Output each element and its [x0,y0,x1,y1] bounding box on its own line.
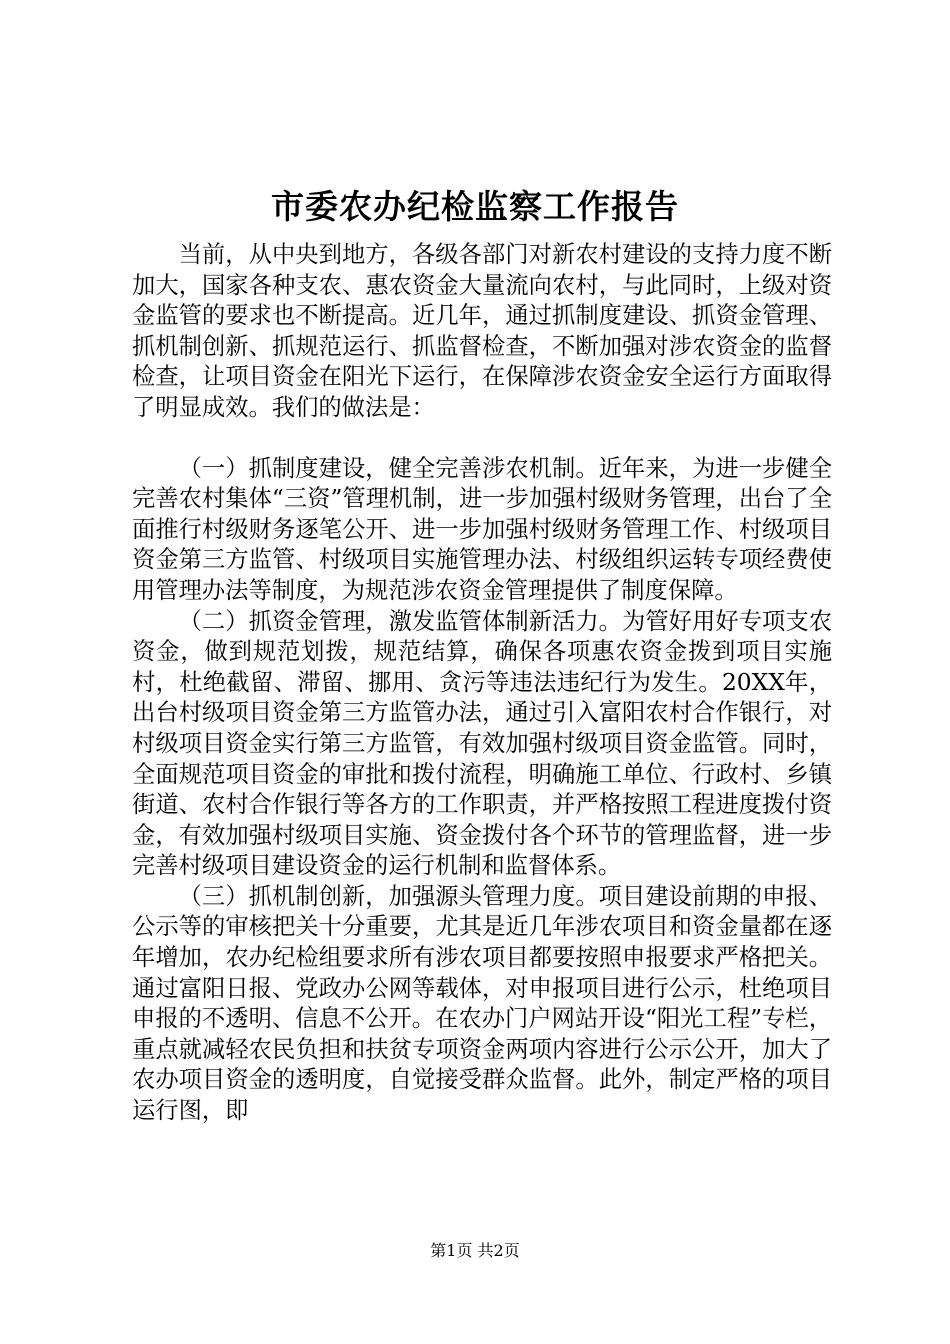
paragraph-section-3: （三）抓机制创新，加强源头管理力度。项目建设前期的申报、公示等的审核把关十分重要，尤其是近几年涉农项目和资金量都在逐年增加，农办纪检组要求所有涉农项目都要按照申报要求严格把关。通过富阳日报、党政办公网等载体，对申报项目进行公示，杜绝项目申报的不透明、信息不公开。在农办门户网站开设“阳光工程”专栏，重点就减轻农民负担和扶贫专项资金两项内容进行公示公开，加大了农办项目资金的透明度，自觉接受群众监督。此外，制定严格的项目运行图，即 [132,882,832,1125]
paragraph-section-2: （二）抓资金管理，激发监管体制新活力。为管好用好专项支农资金，做到规范划拨，规范结算，确保各项惠农资金拨到项目实施村，杜绝截留、滞留、挪用、贪污等违法违纪行为发生。20XX年，出台村级项目资金第三方监管办法，通过引入富阳农村合作银行，对村级项目资金实行第三方监管，有效加强村级项目资金监管。同时，全面规范项目资金的审批和拨付流程，明确施工单位、行政村、乡镇街道、农村合作银行等各方的工作职责，并严格按照工程进度拨付资金，有效加强村级项目实施、资金拨付各个环节的管理监督，进一步完善村级项目建设资金的运行机制和监督体系。 [132,607,832,880]
paragraph-intro: 当前，从中央到地方，各级各部门对新农村建设的支持力度不断加大，国家各种支农、惠农资金大量流向农村，与此同时，上级对资金监管的要求也不断提高。近几年，通过抓制度建设、抓资金管理、抓机制创新、抓规范运行、抓监督检查，不断加强对涉农资金的监督检查，让项目资金在阳光下运行，在保障涉农资金安全运行方面取得了明显成效。我们的做法是： [132,241,832,421]
paragraph-section-1: （一）抓制度建设，健全完善涉农机制。近年来，为进一步健全完善农村集体“三资”管理机制，进一步加强村级财务管理，出台了全面推行村级财务逐笔公开、进一步加强村级财务管理工作、村级项目资金第三方监管、村级项目实施管理办法、村级组织运转专项经费使用管理办法等制度，为规范涉农资金管理提供了制度保障。 [132,454,832,604]
page-number-footer: 第1页 共2页 [430,1241,520,1260]
document-title: 市委农办纪检监察工作报告 [271,187,679,226]
document-body [132,240,832,1127]
